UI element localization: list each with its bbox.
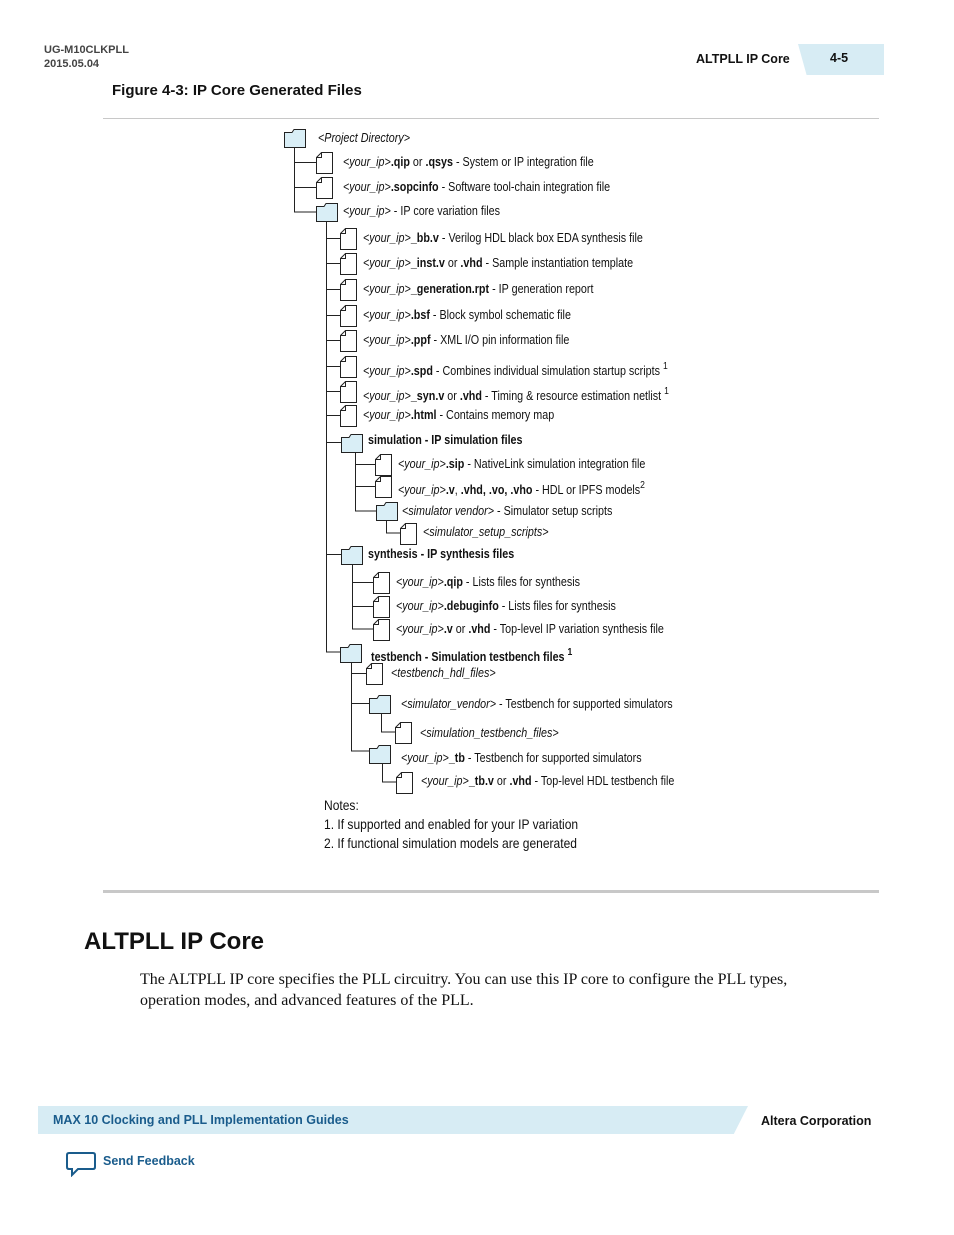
file-icon [341, 382, 357, 403]
file-icon [341, 357, 357, 378]
folder-icon [370, 696, 391, 714]
tree-folder-label [401, 697, 673, 712]
file-icon [341, 306, 357, 327]
tree-label-part: - Contains memory map [436, 408, 555, 422]
tree-label-part: - Lists files for synthesis [462, 575, 581, 589]
tree-label-part: - Combines individual simulation startup scripts [432, 364, 663, 378]
doc-date: 2015.05.04 [44, 58, 100, 70]
tree-file-label [363, 256, 633, 271]
tree-label-part: <your_ip> [396, 599, 444, 613]
tree-file-label [363, 308, 571, 323]
file-icon [374, 573, 390, 594]
tree-label-part: _tb [448, 751, 465, 765]
tree-file-label [398, 457, 645, 472]
tree-file-label [391, 666, 496, 681]
tree-label-part: 1 [662, 361, 668, 372]
tree-label-part: <simulation_testbench_files> [420, 726, 559, 740]
tree-label-part: - Block symbol schematic file [429, 308, 571, 322]
file-icon [341, 280, 357, 301]
tree-label-part: .sopcinfo [390, 180, 439, 194]
tree-label-part: <your_ip> [398, 457, 446, 471]
tree-label-part: 2 [640, 480, 645, 491]
tree-label-part: - XML I/O pin information file [430, 333, 570, 347]
tree-label-part: - Lists files for synthesis [498, 599, 616, 613]
tree-label-part: .bsf [410, 308, 430, 322]
footer-company: Altera Corporation [761, 1114, 872, 1128]
tree-file-label [423, 525, 548, 540]
tree-label-part: - HDL or IPFS models [532, 483, 641, 497]
file-icon [367, 664, 383, 685]
tree-label-part: <your_ip> [401, 751, 449, 765]
file-icon [341, 254, 357, 275]
file-icon [376, 455, 392, 476]
tree-label-part: or [452, 622, 469, 636]
tree-label-part: - Top-level HDL testbench file [531, 774, 675, 788]
tree-label-part: <your_ip> [363, 308, 411, 322]
tree-label-part: - System or IP integration file [452, 155, 594, 169]
tree-label-part: _inst.v [410, 256, 445, 270]
tree-label-part: <simulator_vendor> [401, 697, 497, 711]
tree-file-label [396, 622, 664, 637]
tree-file-label [421, 774, 674, 789]
file-icon [341, 331, 357, 352]
tree-label-part: .vhd [509, 774, 532, 788]
file-icon [317, 153, 333, 174]
tree-label-part: - Testbench for supported simulators [496, 697, 673, 711]
tree-file-label [343, 180, 610, 195]
header-section-title: ALTPLL IP Core [696, 52, 790, 66]
tree-label-part: , [454, 483, 461, 497]
tree-label-part: 1 [664, 386, 669, 397]
tree-label-part: - Testbench for supported simulators [464, 751, 642, 765]
file-icon [401, 524, 417, 545]
tree-label-part: <your_ip> [343, 180, 391, 194]
tree-label-part: _bb.v [410, 231, 439, 245]
tree-label-part: _syn.v [410, 389, 445, 403]
tree-file-label [363, 359, 668, 379]
tree-label-part: <your_ip> [363, 333, 411, 347]
tree-label-part: - Sample instantiation template [482, 256, 634, 270]
tree-label-part: .v [443, 622, 453, 636]
tree-label-part: <simulator vendor> [402, 504, 495, 518]
tree-label-part: .qip [443, 575, 463, 589]
tree-label-part: <your_ip> [363, 408, 411, 422]
tree-label-part: <your_ip> [396, 575, 444, 589]
tree-label-part: .debuginfo [443, 599, 499, 613]
tree-label-part: <your_ip> [343, 155, 391, 169]
send-feedback-link[interactable]: Send Feedback [103, 1154, 195, 1168]
tree-label-part: .vhd [460, 256, 483, 270]
section-title: ALTPLL IP Core [84, 928, 265, 955]
tree-label-part: or [493, 774, 510, 788]
doc-id: UG-M10CLKPLL [44, 44, 129, 56]
tree-label-part: - Simulator setup scripts [494, 504, 613, 518]
tree-label-part: testbench - Simulation testbench files [371, 650, 568, 664]
tree-label-part: .qip [390, 155, 410, 169]
tree-label-part: synthesis - IP synthesis files [368, 547, 515, 561]
tree-label-part: <your_ip> [421, 774, 469, 788]
folder-icon [342, 435, 363, 453]
tree-label-part: - Software tool-chain integration file [438, 180, 611, 194]
tree-label-part: simulation - IP simulation files [368, 433, 523, 447]
note-2: 2. If functional simulation models are generated [324, 835, 577, 851]
figure-caption: Figure 4-3: IP Core Generated Files [112, 82, 362, 99]
footer-guide-link[interactable]: MAX 10 Clocking and PLL Implementation Guides [53, 1113, 349, 1127]
tree-label-part: <your_ip> [363, 282, 411, 296]
tree-label-part: .vhd, .vo, .vho [460, 483, 533, 497]
tree-label-part: <your_ip> [363, 364, 411, 378]
folder-icon [377, 503, 398, 521]
tree-label-part: .vhd [468, 622, 491, 636]
tree-label-part: .vhd [459, 389, 482, 403]
tree-file-label [363, 408, 554, 423]
file-icon [374, 597, 390, 618]
tree-label-part: .qsys [425, 155, 453, 169]
tree-file-label [396, 599, 616, 614]
tree-label-part: or [444, 389, 460, 403]
tree-label-part: <testbench_hdl_files> [391, 666, 496, 680]
note-1: 1. If supported and enabled for your IP variation [324, 816, 579, 832]
tree-file-label [398, 478, 645, 498]
tree-folder-label [318, 131, 410, 146]
tree-folder-label [343, 204, 500, 219]
tree-file-label [363, 282, 593, 297]
tree-file-label [363, 384, 669, 404]
figure-bottom-rule [103, 890, 879, 893]
tree-label-part: or [409, 155, 426, 169]
tree-label-part: <simulator_setup_scripts> [423, 525, 549, 539]
tree-label-part: _generation.rpt [410, 282, 490, 296]
tree-folder-label [371, 645, 572, 665]
tree-file-label [363, 333, 569, 348]
tree-label-part: - Top-level IP variation synthesis file [490, 622, 664, 636]
file-icon [317, 178, 333, 199]
file-icon [341, 406, 357, 427]
tree-label-part: .spd [410, 364, 433, 378]
tree-label-part: or [444, 256, 461, 270]
tree-label-part: 1 [567, 647, 573, 658]
tree-file-label [363, 231, 643, 246]
tree-label-part: .html [410, 408, 437, 422]
tree-label-part: - IP generation report [489, 282, 594, 296]
notes-title: Notes: [324, 797, 359, 813]
file-icon [397, 773, 413, 794]
file-icon [396, 723, 412, 744]
tree-label-part: .ppf [410, 333, 431, 347]
file-icon [376, 477, 392, 498]
tree-folder-label [402, 504, 612, 519]
tree-label-part: - IP core variation files [390, 204, 500, 218]
tree-label-part: <your_ip> [396, 622, 444, 636]
tree-label-part: - Timing & resource estimation netlist [481, 389, 665, 403]
folder-icon [342, 547, 363, 565]
tree-label-part: - Verilog HDL black box EDA synthesis file [438, 231, 643, 245]
tree-file-label [343, 155, 594, 170]
tree-label-part: <your_ip> [363, 256, 411, 270]
tree-label-part: .v [445, 483, 455, 497]
folder-icon [317, 204, 338, 222]
page-number: 4-5 [830, 51, 849, 65]
folder-icon [370, 746, 391, 764]
folder-icon [341, 645, 362, 663]
tree-label-part: <your_ip> [398, 483, 446, 497]
tree-label-part: <your_ip> [343, 204, 391, 218]
file-icon [374, 620, 390, 641]
tree-file-label [420, 726, 559, 741]
folder-icon [285, 130, 306, 148]
tree-label-part: <Project Directory> [318, 131, 411, 145]
tree-folder-label [368, 433, 523, 448]
tree-label-part: <your_ip> [363, 389, 411, 403]
tree-folder-label [368, 547, 514, 562]
file-icon [341, 229, 357, 250]
feedback-icon[interactable] [66, 1151, 96, 1177]
tree-folder-label [401, 751, 642, 766]
section-body: The ALTPLL IP core specifies the PLL circuitry. You can use this IP core to configure the PLL types, operation modes, and advanced features of the PLL. [140, 971, 788, 1009]
tree-label-part: - NativeLink simulation integration file [464, 457, 646, 471]
tree-label-part: <your_ip> [363, 231, 411, 245]
tree-label-part: _tb.v [468, 774, 494, 788]
tree-file-label [396, 575, 580, 590]
tree-label-part: .sip [445, 457, 465, 471]
